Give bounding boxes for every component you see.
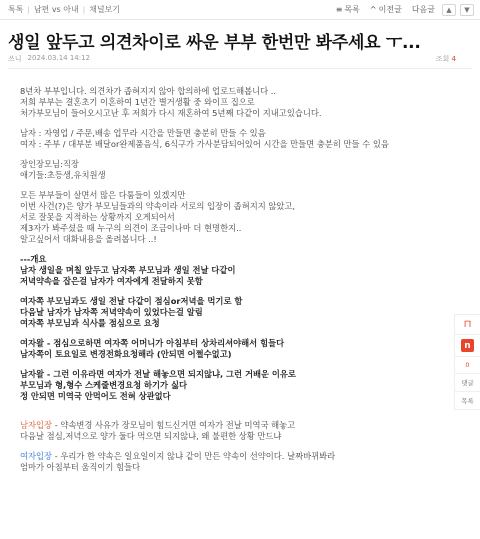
paragraph-gap (20, 329, 440, 338)
paragraph-gap (20, 181, 440, 190)
body-text: 정 안되면 미역국 안먹어도 전혀 상관없다 (20, 391, 171, 401)
body-text: 이번 사건(?)은 양가 부모님들과의 약속이라 서로의 입장이 좁혀지지 않았고, (20, 201, 296, 211)
body-text: - 우리가 한 약속은 일요일이지 않냐 같이 만든 약속이 선약이다. 날짜바뀌봐라 (52, 451, 336, 461)
paragraph-gap (20, 119, 440, 128)
sidebar-list-button[interactable] (455, 392, 480, 409)
body-line (20, 97, 440, 108)
post-title: 생일 앞두고 의견차이로 싸운 부부 한번만 봐주세요 ㅜ... (8, 33, 421, 53)
post-author[interactable]: 쓰니 (8, 55, 22, 63)
body-line (20, 307, 440, 318)
list-icon: ≡ (335, 5, 343, 14)
body-line (20, 276, 440, 287)
body-text: 부모님과 형,형수 스케줄변경요청 하기가 싫다 (20, 380, 187, 390)
body-line (20, 380, 440, 391)
body-line (20, 338, 440, 349)
floating-sidebar (454, 314, 480, 410)
bookmark-button[interactable] (455, 315, 480, 335)
breadcrumb-item-toktok[interactable]: 톡톡 (8, 5, 24, 14)
breadcrumb-separator-icon: | (82, 5, 86, 14)
paragraph-gap (20, 150, 440, 159)
body-text: 다음날 남자가 남자쪽 저녁약속이 있었다는걸 알림 (20, 307, 203, 317)
body-line (20, 296, 440, 307)
body-text: 장인장모님:직장 (20, 159, 79, 169)
body-text: - 약속변경 사유가 장모님이 힘드신거면 여자가 전날 미역국 해놓고 (52, 420, 296, 430)
paragraph-gap (20, 245, 440, 254)
body-line (20, 128, 440, 139)
sidebar-list-label: 목록 (461, 397, 474, 405)
body-line (20, 254, 440, 265)
body-line (20, 369, 440, 380)
body-line (20, 170, 440, 181)
triangle-up-icon: ▲ (446, 5, 452, 14)
body-line (20, 139, 440, 150)
prev-post-button[interactable] (367, 3, 405, 16)
like-count: 0 (465, 361, 470, 369)
position-label: 남자입장 (20, 420, 53, 430)
naver-share-button[interactable] (455, 335, 480, 357)
body-text: 여자 : 주부 / 대부분 배달or완제품음식, 6식구가 가사분담되어있어 시간을 만들면 충분히 만들 수 있음 (20, 139, 389, 149)
paragraph-gap (20, 402, 440, 411)
paragraph-gap (20, 287, 440, 296)
body-line (20, 391, 440, 402)
comment-button[interactable] (455, 374, 480, 392)
body-text: 여자왈 - 점심으로하면 여자쪽 어머니가 아침부터 상차리셔야해서 힘들다 (20, 338, 285, 348)
body-line (20, 234, 440, 245)
paragraph-gap (20, 411, 440, 420)
view-count (436, 54, 456, 64)
list-button-label: 목록 (344, 5, 360, 14)
scroll-up-button[interactable] (442, 4, 456, 16)
breadcrumb-item-channel[interactable]: 채널보기 (89, 5, 121, 14)
body-text: 서로 잘못을 지적하는 상황까지 오게되어서 (20, 212, 175, 222)
body-text: 저희 부부는 결혼초기 이혼하여 1년간 별거생활 중 와이프 집으로 (20, 97, 255, 107)
body-text: 저녁약속을 잡은걸 남자가 여자에게 전달하지 못함 (20, 276, 203, 286)
body-text: 다음날 점심,저녁으로 양가 둘다 먹으면 되지않냐, 왜 불편한 상황 만드냐 (20, 431, 282, 441)
scroll-down-button[interactable] (460, 4, 474, 16)
post-date: 2024.03.14 14:12 (27, 54, 91, 62)
post-meta (8, 54, 90, 64)
view-count-value: 4 (451, 55, 456, 63)
post-navigation (333, 3, 474, 16)
triangle-down-icon: ▼ (464, 5, 470, 14)
body-line (20, 159, 440, 170)
body-line (20, 223, 440, 234)
next-post-button[interactable] (409, 3, 438, 16)
body-line (20, 420, 440, 431)
body-text: 8년차 부부입니다. 의견차가 좁혀지지 않아 합의하에 업로드해봅니다 .. (20, 86, 277, 96)
title-divider (8, 68, 472, 69)
body-text: ---개요 (20, 254, 47, 264)
post-body (20, 86, 440, 473)
body-text: 남자쪽이 토요일로 변경전화요청해라 (안되면 어쩔수없고) (20, 349, 232, 359)
body-line (20, 86, 440, 97)
position-label: 여자입장 (20, 451, 53, 461)
body-line (20, 318, 440, 329)
like-button[interactable] (455, 357, 480, 374)
chevron-up-icon: ^ (369, 5, 377, 14)
body-line (20, 108, 440, 119)
list-button[interactable] (333, 3, 363, 16)
body-text: 처가부모님이 들어오시고난 후 저희가 다시 재혼하여 5년째 다같이 지내고있습니다. (20, 108, 322, 118)
body-line (20, 265, 440, 276)
body-text: 제3자가 봐주셨을 때 누구의 의견이 조금이나마 더 현명한지.. (20, 223, 242, 233)
bookmark-icon: ⊓ (463, 319, 472, 330)
paragraph-gap (20, 442, 440, 451)
body-text: 엄마가 아침부터 움직이기 힘들다 (20, 462, 141, 472)
body-line (20, 201, 440, 212)
prev-post-label: 이전글 (378, 5, 402, 14)
view-count-label: 조회 (435, 55, 450, 63)
body-text: 남자 : 자영업 / 주문,배송 업무라 시간을 만들면 충분히 만들 수 있음 (20, 128, 266, 138)
breadcrumb (8, 4, 120, 15)
comment-button-label: 댓글 (461, 379, 474, 387)
n-logo-icon: n (461, 339, 474, 352)
body-line (20, 451, 440, 462)
body-text: 여자쪽 부모님과도 생일 전날 다같이 점심or저녁을 먹기로 함 (20, 296, 243, 306)
body-line (20, 431, 440, 442)
breadcrumb-separator-icon: | (27, 5, 30, 14)
body-text: 모든 부부들이 살면서 많은 다툼들이 있겠지만 (20, 190, 186, 200)
body-text: 남자 생일을 며칠 앞두고 남자쪽 부모님과 생일 전날 다같이 (20, 265, 236, 275)
breadcrumb-item-husband-vs-wife[interactable]: 남편 vs 아내 (33, 5, 79, 14)
body-text: 여자쪽 부모님과 식사를 점심으로 요청 (20, 318, 160, 328)
body-text: 남자왈 - 그런 이유라면 여자가 전날 해놓으면 되지않냐, 그런 거배운 이유로 (20, 369, 296, 379)
paragraph-gap (20, 360, 440, 369)
top-bar (0, 0, 480, 20)
body-line (20, 349, 440, 360)
body-line (20, 190, 440, 201)
next-post-label: 다음글 (411, 5, 435, 14)
body-text: 알고싶어서 대화내용을 올려봅니다 ..! (20, 234, 157, 244)
body-text: 애기들:초등생,유치원생 (20, 170, 106, 180)
body-line (20, 462, 440, 473)
body-line (20, 212, 440, 223)
